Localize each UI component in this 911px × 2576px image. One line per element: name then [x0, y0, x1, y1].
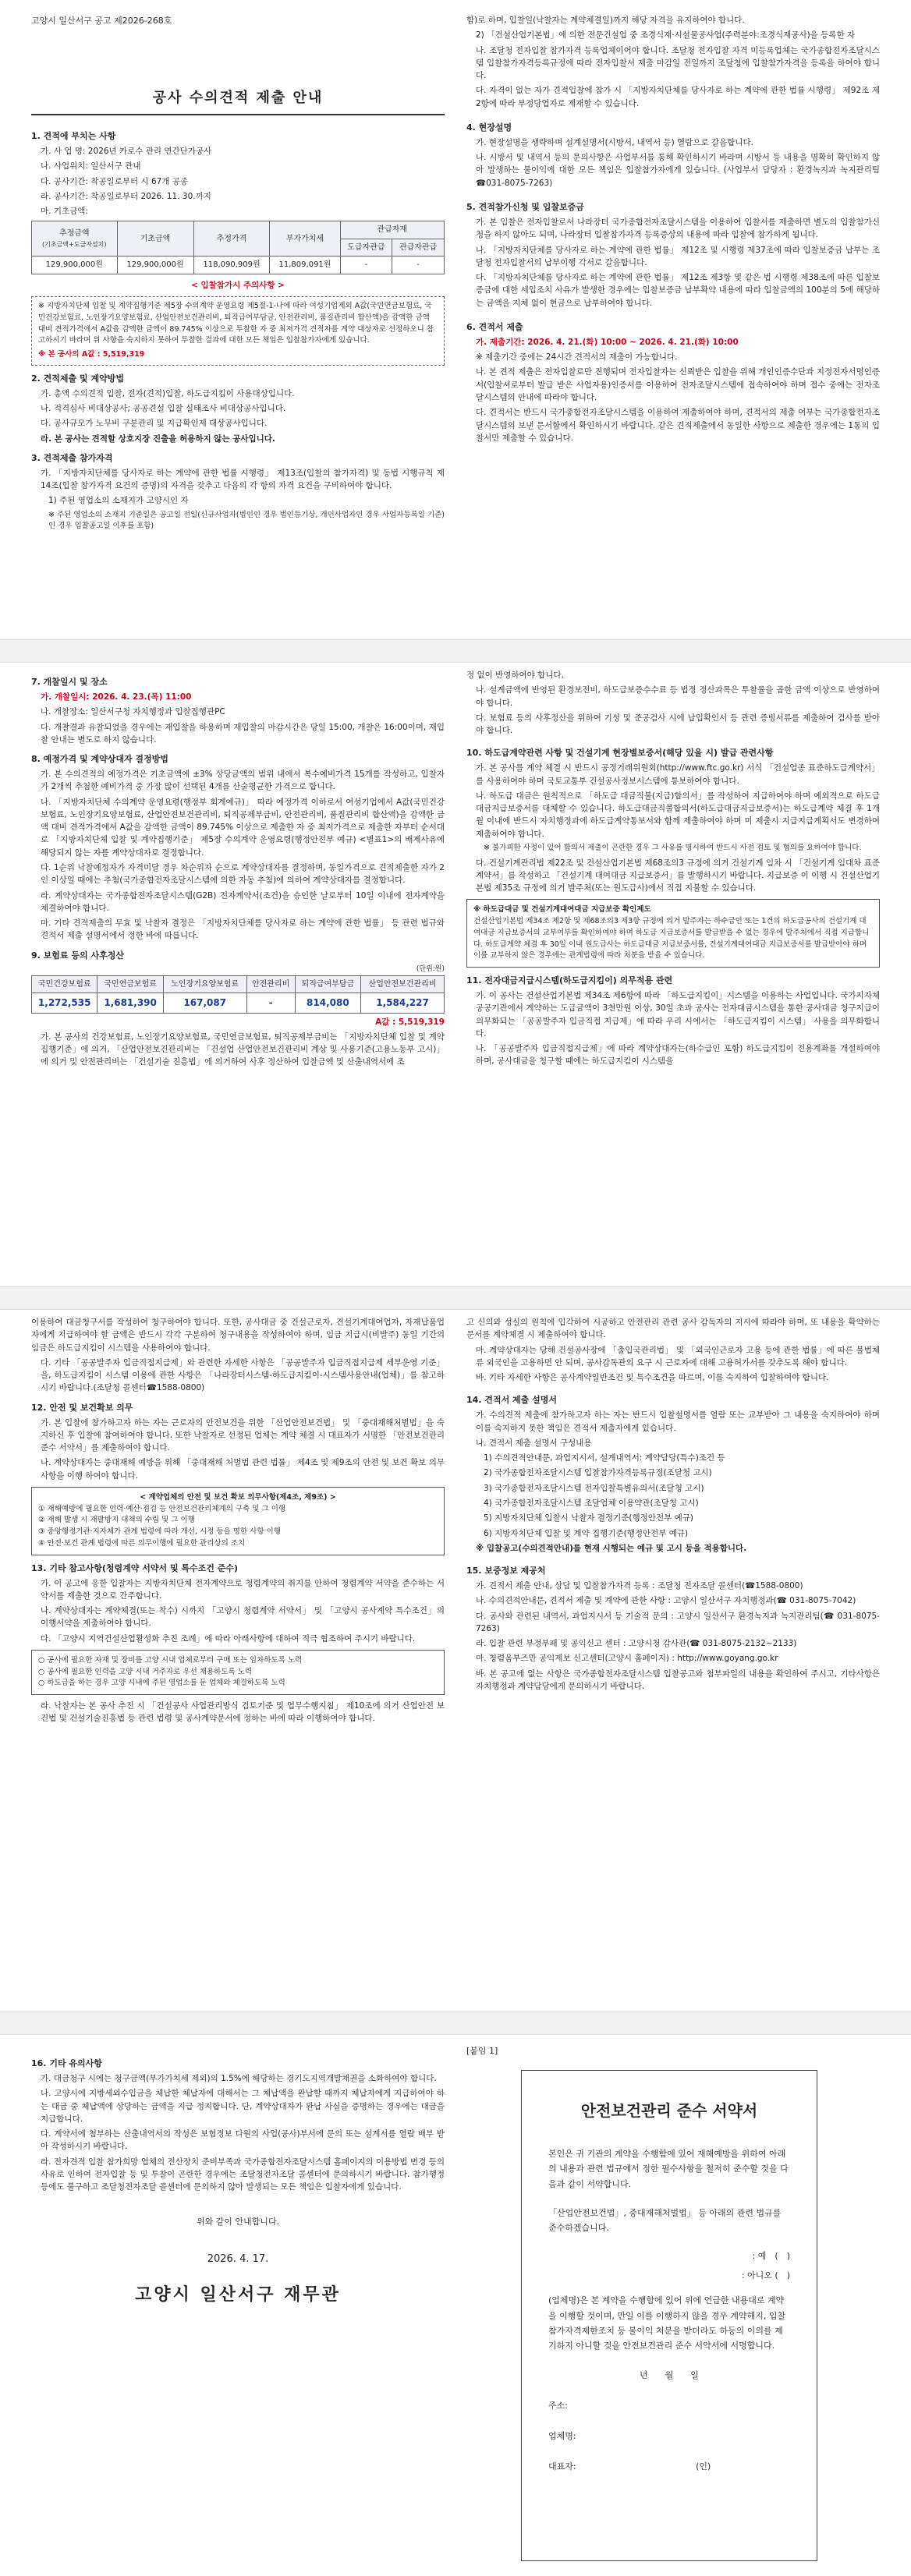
base-amount-table	[31, 221, 445, 274]
s15-item: 라. 입찰 관련 부정부패 및 공익신고 센터 : 고양시청 감사관(☎ 031-8075-2132~2133)	[476, 1639, 797, 1649]
cell-base: 129,900,000원	[117, 257, 193, 274]
s4-item: 나. 시방서 및 내역서 등의 문의사항은 사업부서를 통해 확인하시기 바라며 시방서 등 내용을 명확히 확인하지 않아 발생하는 불이익에 대한 모든 책임은 입찰참가자에게 있습니다. (사업부서 담당자 : 환경녹지과 녹지관리팀 ☎031-8075-7263)	[476, 153, 880, 188]
section-5-heading: 5. 견적참가신청 및 입찰보증금	[466, 201, 584, 212]
attachment-label: [붙임 1]	[466, 2046, 498, 2056]
th-ins: 국민연금보험료	[97, 975, 163, 993]
closing-text: 위와 같이 안내합니다.	[196, 2217, 280, 2227]
s12-text2: 나. 계약상대자는 중대재해 예방을 위해 「중대재해 처벌법 관련 법률」 제4조 및 제9조의 안전 및 보건 확보 의무사항을 이행 하여야 합니다.	[41, 1458, 445, 1481]
sign-date-line: 년 월 일	[640, 2370, 699, 2381]
s6-item: 다. 견적서는 반드시 국가종합전자조달시스템을 이용하여 제출하여야 하며, 견적서의 제출 여부는 국가종합전자조달시스템의 보낸 문서함에서 확인하시기 바랍니다. 같은 견적제출에서 동일한 사항으로 제출한 경우에는 1통의 입찰서만 제출할 수 있습니다.	[476, 408, 880, 443]
section-15-heading: 15. 보증정보 제공처	[466, 1566, 546, 1576]
section-6-heading: 6. 견적서 제출	[466, 321, 523, 332]
seal-mark: (인)	[696, 2461, 711, 2472]
safety-item: ④ 안전·보건 관계 법령에 따른 의무이행에 필요한 관리상의 조치	[38, 1538, 246, 1548]
th-gwan-b: 관급자관급	[392, 239, 445, 257]
document-number: 고양시 일산서구 공고 제2026-268호	[31, 16, 172, 26]
s14-item: 1) 수의견적안내문, 과업지시서, 설계내역서: 계약담당(특수)조건 등	[484, 1453, 725, 1463]
section-2-heading: 2. 견적제출 및 계약방법	[31, 373, 124, 384]
cell-vat: 11,809,091원	[270, 257, 340, 274]
s16-item: 라. 전자견적 입찰 참가희망 업체의 전산장치 준비부족과 국가종합전자조달시스템 홈페이지의 이용방법 변경 등의 사유로 인하여 전자입찰 등 및 투찰이 곤란한 경우에는 조달청전자조달 콜센터에 문의하시기 바랍니다. 참가행정 등에도 불구하고 조달청전자조달 콜센터에 문의하지 않아 발생되는 모든 책임은 입찰자에게 있습니다.	[41, 2157, 445, 2192]
s1-item: 마. 기초금액:	[41, 207, 88, 217]
s7-item: 가. 개찰일시: 2026. 4. 23.(목) 11:00	[41, 692, 192, 702]
r-item: 마. 계약상대자는 당해 건설공사장에 「출입국관리법」 및 「외국인근로자 고용 등에 관한 법률」에 따른 불법체류 외국인을 고용하면 안 되며, 공사감독관의 요구 시 근로자에 대해 고용허가서를 갖추도록 해야 합니다.	[476, 1345, 880, 1368]
s14-item: 가. 수의견적 제출에 참가하고자 하는 자는 반드시 입찰설명서를 열람 또는 교부받아 그 내용을 숙지하여야 하며 이를 숙지하지 못한 책임은 견적서 제출자에게 있습니다.	[476, 1410, 880, 1433]
s15-item: 다. 공사와 관련된 내역서, 과업지시서 등 기술적 문의 : 고양시 일산서구 환경녹지과 녹지관리팀(☎ 031-8075-7263)	[476, 1611, 880, 1633]
section-9-heading: 9. 보험료 등의 사후정산	[31, 950, 124, 961]
section-4-heading: 4. 현장설명	[466, 122, 512, 133]
cell-total: 129,900,000원	[32, 257, 118, 274]
page2-left-column	[31, 669, 445, 1071]
page-3	[0, 1310, 911, 2012]
pledge-paragraph: 본인은 귀 기관의 계약을 수행함에 있어 재해예방을 위하여 아래의 내용과 관련 법규에서 정한 필수사항을 철저히 준수할 것을 다음과 같이 서약합니다.	[548, 2149, 789, 2189]
th-vat: 부가가치세	[270, 221, 340, 257]
cell-gwan-b: -	[392, 257, 445, 274]
section-10-heading: 10. 하도급계약관련 사항 및 건설기계 현장별보증서(해당 있을 시) 발급 관련사항	[466, 748, 774, 759]
th-ins: 퇴직급여부담금	[295, 975, 360, 993]
s9-text: 가. 본 공사의 건강보험료, 노인장기요양보험료, 국민연금보험료, 퇴직공제부금비는 「지방자치단체 입찰 및 계약집행기준」에 의거, 「산업안전보건관리비는 「건설업 산업안전보건관리비 계상 및 사용기준(고용노동부 고시)」에 의거 및 안전관리비는 「건설기술 진흥법」에 의거하여 사후 정산하여 입찰금액 및 산출내역서에 조	[41, 1031, 445, 1067]
s7-item: 나. 개찰장소: 일산서구청 자치행정과 입찰집행관PC	[41, 707, 225, 717]
safety-item: ① 재해예방에 필요한 인력·예산·점검 등 안전보건관리체계의 구축 및 그 이행	[38, 1504, 286, 1513]
s11-item: 나. 「공공발주자 입금직접지급제」에 따라 계약상대자는(하수급인 포함) 하도급지킴이 전용계좌를 개설하여야 하며, 공사대금을 청구할 때에는 하도급지킴이 시스템을	[476, 1044, 880, 1067]
th-ins: 안전관리비	[246, 975, 295, 993]
cell-ins: 167,087	[163, 993, 246, 1014]
s2-item: 가. 총액 수의견적 입찰, 전자(견적)입찰, 하도급지킴이 사용대상입니다.	[41, 388, 295, 398]
r-item: 다. 자격이 없는 자가 견적입찰에 참가 시 「지방자치단체를 당사자로 하는 계약에 관한 법률 시행령」 제92조 제2항에 따라 부정당업자로 제재할 수 있습니다.	[476, 86, 880, 108]
table2-a-value: A값 : 5,519,319	[375, 1017, 445, 1027]
field-rep-label: 대표자:	[548, 2461, 576, 2472]
s14-item: 6) 지방자치단체 입찰 및 계약 집행기준(행정안전부 예규)	[484, 1528, 689, 1538]
s13-item: 나. 계약상대자는 계약체결(또는 착수) 시까지 「고양시 청렴계약 서약서」 및 「고양시 공사계약 특수조건」의 이행서약을 제출하여야 합니다.	[41, 1606, 445, 1629]
s3-text: 가. 「지방자치단체를 당사자로 하는 계약에 관한 법률 시행령」 제13조(입찰의 참가자격) 및 동법 시행규칙 제14조(입찰 참가자격 요건의 증명)의 자격을 갖추고 다음의 각 항의 자격 요건을 구비하여야 합니다.	[41, 468, 445, 491]
s10-item: 가. 본 공사를 계약 체결 시 반드시 공정거래위원회(http://www.ftc.go.kr) 서식 「건설업종 표준하도급계약서」를 사용하여야 하며 국토교통부 건설공사정보시스템에 통보하여야 합니다.	[476, 763, 880, 786]
s16-item: 가. 대금청구 시에는 청구금액(부가가치세 제외)의 1.5%에 해당하는 경기도지역개발채권을 소화하여야 합니다.	[41, 2074, 437, 2084]
s1-item: 나. 사업위치: 일산서구 관내	[41, 161, 141, 172]
s1-item: 가. 사 업 명: 2026년 카로수 관리 연간단가공사	[41, 147, 212, 157]
page3-right-column	[466, 1316, 880, 1695]
checkbox-no[interactable]: : 아니오 ( )	[741, 2270, 790, 2281]
page-2	[0, 663, 911, 1286]
s14-item: 나. 견적서 제출 설명서 구성내용	[476, 1438, 592, 1448]
cell-ins: 1,584,227	[361, 993, 445, 1014]
s7-item: 다. 개찰결과 유찰되었을 경우에는 재입찰을 하용하며 재입찰의 마감시간은 당일 15:00, 개찰은 16:00이며, 재입찰 안내는 별도로 하지 않습니다.	[41, 722, 445, 745]
s5-item: 나. 「지방자치단체를 당사자로 하는 계약에 관한 법률」 제12조 및 시행령 제37조에 따라 입찰보증금 납부는 조달청 전자입찰서의 납부이행 각서로 갈음합니다.	[476, 245, 880, 267]
s1-item: 라. 공사기간: 착공일로부터 2026. 11. 30.까지	[41, 191, 211, 201]
section-7-heading: 7. 개찰일시 및 장소	[31, 677, 108, 687]
s2-item: 라. 본 공사는 견적할 상호지장 진출을 허용하지 않는 공사입니다.	[41, 433, 275, 444]
s13-item: 다. 「고양시 지역건설산업활성화 추진 조례」에 따라 아래사항에 대하여 적극 협조하여 주시기 바랍니다.	[41, 1633, 416, 1644]
r-top: 고 신의와 성실의 원칙에 입각하여 시공하고 안전관리 관련 공사 감독자의 지시에 따라야 하며, 또 내용을 확약하는 문서를 계약체결 시 제출하여야 합니다.	[466, 1318, 880, 1340]
page2-right-column	[466, 669, 880, 1070]
page-4	[0, 2035, 911, 2576]
s8-item: 가. 본 수의견적의 예정가격은 기초금액에 ±3% 상당금액의 범위 내에서 복수예비가격 15개를 작성하고, 입찰자가 2개씩 추첨한 예비가격 중 가장 많이 선택된 4개를 산술평균한 가격으로 합니다.	[41, 770, 445, 792]
safety-box-title: < 계약업체의 안전 및 보건 확보 의무사항(제4조, 제9조) >	[140, 1492, 336, 1502]
cell-est: 118,090,909원	[193, 257, 270, 274]
notice-box	[31, 296, 445, 366]
section-16-heading: 16. 기타 유의사항	[31, 2058, 102, 2068]
s12-text: 가. 본 입찰에 참가하고자 하는 자는 근로자의 안전보건을 위한 「산업안전보건법」 및 「중대재해처벌법」을 숙지하신 후 입찰에 참여하여야 합니다. 또한 낙찰자로 선정된 업체는 계약 체결 시 대표자가 서명한 「안전보건관리 준수 서약서」를 제출하여야 합니다.	[41, 1417, 445, 1453]
section-11-heading: 11. 전자대금지급시스템(하도급지킴이) 의무적용 관련	[466, 975, 673, 986]
section-8-heading: 8. 예정가격 및 계약상대자 결정방법	[31, 754, 168, 765]
s14-item: 3) 국가종합전자조달시스템 전자입찰특별유의서(조달청 고시)	[484, 1483, 704, 1493]
cell-ins: 1,681,390	[97, 993, 163, 1014]
pledge-title: 안전보건관리 준수 서약서	[580, 2101, 758, 2120]
r-top2: 2) 「건설산업기본법」에 의한 전문건설업 중 조경식재·시설물공사업(주력분야:조경식재공사)을 등록한 자	[476, 30, 856, 41]
s14-item: 4) 국가종합전자조달시스템 조달업체 이용약관(조달청 고시)	[484, 1498, 699, 1508]
guarantee-box-text: 건설산업기본법 제34조 제2항 및 제68조의3 제3항 규정에 의거 발주자는 하수급인 또는 1건의 하도급공사의 건설기계 대여대금 지급보증서의 교부여부를 확인하여야 하며 하도급 지급보증서를 발급받을 수 없는 경우에 발주처에서 직접 지급합니다. 하도급계약 체결 후 30일 이내 원도급사는 하도급대금 지급보증서를, 건설기계대여대금 지급보증서를 발급받아야 하며 이를 교부하지 않은 경우에는 관계법령에 따라 처분을 받을 수 있습니다.	[473, 917, 870, 961]
r-item: 나. 설계금액에 반영된 환경보전비, 하도급보증수수료 등 법정 정산과목은 투찰률을 곱한 금액 이상으로 반영하여야 합니다.	[476, 685, 880, 708]
section-3-heading: 3. 견적제출 참가자격	[31, 452, 113, 463]
s2-item: 다. 공사규모가 노무비 구분관리 및 지급확인제 대상공사입니다.	[41, 419, 268, 429]
title-underline	[31, 114, 445, 115]
section-1-heading: 1. 견적에 부치는 사항	[31, 131, 116, 141]
cell-ins: -	[246, 993, 295, 1014]
s6-item: ※ 제출기간 중에는 24시간 견적서의 제출이 가능합니다.	[476, 352, 678, 363]
pledge-paragraph: 「산업안전보건법」, 중대재해처벌법」 등 아래의 관련 법규를 준수하겠습니다.	[548, 2207, 782, 2233]
th-ins: 산업안전보건관리비	[361, 975, 445, 993]
notice-heading: < 입찰참가시 주의사항 >	[191, 280, 285, 290]
page1-left-column	[31, 123, 445, 535]
notice-a-value: ※ 본 공사의 A값 : 5,519,319	[38, 350, 145, 359]
issuing-organization: 고양시 일산서구 재무관	[135, 2284, 341, 2305]
s5-item: 다. 「지방자치단체를 당사자로 하는 계약에 관한 법률」 제12조 제3항 및 같은 법 시행령 제38조에 따른 입찰보증금에 대한 세입조치 사유가 발생한 경우에는 입찰보증금 납부확약 내용에 따라 입찰금액의 100분의 5에 해당하는 금액을 지체 없이 현금으로 납부하여야 합니다.	[476, 273, 880, 308]
l-top: 이용하여 대금청구서를 작성하여 청구하여야 합니다. 또한, 공사대금 중 건설근로자, 건설기계대여업자, 자재납품업자에게 지급하여야 할 금액은 반드시 각각 구분하여 청구내용을 작성하여야 하며, 임금 지급시(비발주) 동일 기간의 임금은 하도급지킴이 시스템을 사용하여야 합니다.	[31, 1318, 445, 1353]
r-top: 함)로 하며, 입찰일(낙찰자는 계약체결일)까지 해당 자격을 유지하여야 합니다.	[466, 16, 745, 25]
r-top: 정 없이 반영하여야 합니다.	[466, 671, 564, 680]
notice-text: ※ 지방자치단체 입찰 및 계약집행기준 제5장 수의계약 운영요령 제5절-1-나에 따라 여성기업제외 A값(국민연금보험료, 국민건강보험료, 노인장기요양보험료, 산업안전보건관리비, 퇴직급여부담금, 안전관리비, 품질관리비 합산액)을 감액한 금액 대비 견적가격에서 A값을 감액한 금액이 89.745% 이상으로 투찰한 자 중 최저가격 견적자를 계약 대상자로 선정하오니 참고하시기 바라며 위 사항을 숙지하지 못하여 투찰한 결과에 대한 모든 책임은 입찰참가자에게 있습니다.	[38, 302, 434, 345]
l-item2: 라. 낙찰자는 본 공사 추진 시 「건설공사 사업관리방식 검토기준 및 업무수행지침」 제10조에 의거 산업안전 보건법 및 건설기술진흥법 등 관련 법령 및 공사계약문서에 정하는 바에 따라 이행하여야 합니다.	[41, 1701, 445, 1724]
l-item: 다. 기타 「공공발주자 입금직접지급제」와 관련한 자세한 사항은 「공공발주자 입금직접지급제 세부운영 기준」을, 하도급지킴이 시스템 이용에 관한 사항은 「나라장터시스템-하도급지킴이-시스템사용안내(업체)」를 참고하시기 바랍니다.(조달청 콜센터☎1588-0800)	[41, 1357, 445, 1393]
s1-item: 다. 공사기간: 착공일로부터 시 67개 공종	[41, 176, 189, 186]
s16-item: 다. 계약서에 첨부하는 산출내역서의 작성은 보험정보 다원의 사업(공사)부서에 문의 또는 설계서를 열람 배부 받아 작성하시기 바랍니다.	[41, 2129, 445, 2152]
s10-item: 다. 건설기계관리법 제22조 및 건설산업기본법 제68조의3 규정에 의거 건설기계 임차 시 「건설기계 임대차 표준계약서」를 작성하고 「건설기계 대여대금 지급보증서」를 발행하시기 바랍니다. 지급보증 이 이행 시 건설산업기본법 제35조 규정에 의거 발주처(또는 원도급사)에서 직접 지불할 수 있습니다.	[476, 858, 880, 893]
s14-item: ※ 입찰공고(수의견적안내)를 현재 시행되는 예규 및 고시 등을 적용합니다.	[476, 1543, 747, 1553]
cell-gwan-a: -	[340, 257, 392, 274]
issue-date: 2026. 4. 17.	[207, 2253, 269, 2266]
s8-item: 나. 「지방자치단체 수의계약 운영요령(행정부 회계예규)」 따라 예정가격 이하로서 여성기업에서 A값(국민건강보험료, 노인장기요양보험료, 산업안전보건관리비, 퇴직공제부금비, 안전관리비, 품질관리비 합산액)을 감액한 금액 대비 견적가격에서 A값을 감액한 금액이 89.745% 이상으로 제출한 자 중 최저가격으로 제출한 자부터 순서대로 「지방자치단체 입찰 및 계약집행기준」 제5장 수의계약 운영요령(행정안전부 예규) <별표1>의 배제사유에 해당되지 않는 자를 계약상대자로 결정합니다.	[41, 797, 445, 858]
guarantee-box-title: ※ 하도급대금 및 건설기계대여대금 지급보증 확인제도	[473, 905, 651, 915]
s10-item: 나. 하도급 대금은 원칙적으로 「하도급 대금직불(지급)합의서」를 작성하여 지급하여야 하며 예외적으로 하도급대금지급보증서를 대체할 수 있습니다. 하도급대금직불합의서(하도급대금지급보증서)는 하도급계약 체결 후 1개월 이내에 반드시 자치행정과에 하도급계약통보서와 함께 제출하여야 하며 미 제출시 지급지급계획서도 변경하여 제출하여야 합니다.	[476, 791, 880, 839]
th-gwan-a: 도급자관급	[340, 239, 392, 257]
page-separator	[0, 639, 911, 663]
s10-item: ※ 불가피한 사정이 있어 합의서 제출이 곤란한 경우 그 사유를 명시하여 반드시 사전 검토 및 협의를 요하여야 합니다.	[484, 843, 862, 852]
page-separator	[0, 2012, 911, 2035]
page-separator	[0, 1286, 911, 1310]
field-company: 업체명:	[548, 2431, 576, 2442]
document-title: 공사 수의견적 제출 안내	[152, 90, 324, 106]
s6-item: 나. 본 견적 제출은 전자입찰로만 진행되며 전자입찰자는 신뢰받은 입찰을 위해 개인인증수단과 지정전자서명인증서(입찰서로부터 발급 받은 사업자용)인증서를 이용하여 전자조달시스템에 접속하여야 하며 접수 중에는 전자조달시스템의 안내에 따라야 합니다.	[476, 367, 880, 402]
s8-item: 라. 계약상대자는 국가종합전자조달시스템(G2B) 전자계약서(조건)을 승인한 날로부터 10일 이내에 전자계약을 체결하여야 합니다.	[41, 890, 445, 913]
s6-item: 가. 제출기간: 2026. 4. 21.(화) 10:00 ~ 2026. 4. 21.(화) 10:00	[476, 337, 739, 347]
cell-ins: 1,272,535	[32, 993, 97, 1014]
table2-unit: (단위:원)	[416, 964, 445, 973]
s3-note: ※ 주된 영업소의 소재지 기준일은 공고일 전일(신규사업자(법인인 경우 법인등기상, 개인사업자인 경우 사업자등록일 기준)인 경우 입찰공고일 이후를 포함)	[48, 510, 445, 531]
s15-item: 마. 청렴옴부즈만 공익제보 신고센터(고양시 홈페이지) : http://www.goyang.go.kr	[476, 1654, 778, 1664]
th-est: 추정가격	[193, 221, 270, 257]
th-base: 기초금액	[117, 221, 193, 257]
s11-item: 가. 이 공사는 건설산업기본법 제34조 제6항에 따라 「하도급지킴이」시스템을 이용하는 사업입니다. 국가지자체공공기관에서 계약하는 도급금액이 3천만원 이상, 30일 초과 공사는 전자대금시스템을 통한 공사대금 청구지급이 의무화되는 「공공발주자 입금직접 지급제」에 따라 우리 시에서는 「하도급지킴이 시스템」 사용을 의무화합니다.	[476, 991, 880, 1039]
section-14-heading: 14. 견적서 제출 설명서	[466, 1395, 557, 1406]
s15-item: 가. 견적서 제출 안내, 상담 및 입찰참가자격 등록 : 조달청 전자조달 콜센터(☎1588-0800)	[476, 1581, 803, 1591]
s16-item: 나. 고양시에 지방세외수입금을 체납한 체납자에 대해서는 그 체납액을 완납할 때까지 체납자에게 지급하여야 하는 대금 중 체납액에 상당하는 금액을 지급 정지합니다. 단, 계약상대자가 완납 사실을 증명하는 경우에는 대금을 지급합니다.	[41, 2089, 445, 2124]
safety-item: ③ 중앙행정기관·지자체가 관계 법령에 따라 개선, 시정 등을 명한 사항 이행	[38, 1527, 281, 1537]
section-13-heading: 13. 기타 참고사항(청렴계약 서약서 및 특수조건 준수)	[31, 1562, 239, 1573]
page3-left-column	[31, 1316, 445, 1728]
s14-item: 5) 지방자치단체 입찰시 낙찰자 결정기준(행정안전부 예규)	[484, 1513, 693, 1523]
page1-right-column	[466, 14, 880, 447]
r-item: 바. 기타 자세한 사항은 공사계약일반조건 및 특수조건을 따르며, 이를 숙지하여 입찰하여야 합니다.	[476, 1373, 829, 1383]
s4-item: 가. 현장설명을 생략하며 설계설명서(시방서, 내역서 등) 열람으로 갈음합니다.	[476, 137, 754, 147]
th-ins: 노인장기요양보험료	[163, 975, 246, 993]
s15-item: 바. 본 공고에 없는 사항은 국가종합전자조달시스템 입찰공고와 첨부파일의 내용을 확인하여 주시고, 기타사항은 자치행정과 계약담당에게 문의하시기 바랍니다.	[476, 1668, 880, 1691]
section-12-heading: 12. 안전 및 보건확보 의무	[31, 1402, 133, 1413]
s2-item: 나. 적격심사 비대상공사; 공공견설 입찰 실태조사 비대상공사입니다.	[41, 404, 286, 414]
insurance-table	[31, 975, 445, 1014]
th-total: 추정금액 (기초금액+도급자설치)	[32, 221, 118, 257]
s3-sub: 1) 주된 영업소의 소재지가 고양시인 자	[48, 496, 189, 506]
s14-item: 2) 국가종합전자조달시스템 입찰참가자격등록규정(조달청 고시)	[484, 1468, 712, 1478]
safety-box	[31, 1487, 445, 1555]
checkbox-yes[interactable]: : 예 ( )	[752, 2251, 790, 2262]
local-industry-box: ○ 공사에 필요한 자재 및 장비를 고양 시내 업체로부터 구매 또는 임차하도록 노력 ○ 공사에 필요한 인력을 고양 시내 거주자로 우선 채용하도록 노력 ○ 하도급을 하는 경우 고양 시내에 주된 영업소를 둔 업체와 체결하도록 노력	[31, 1650, 445, 1695]
s8-item: 다. 1순위 낙찰예정자가 자격미달 경우 차순위자 순으로 계약상대자를 결정하며, 동일가격으로 견적제출한 자가 2인 이상일 때에는 추첨(국가종합전자조달시스템에 의한 자동 추첨)에 의하여 계약상대자를 결정합니다.	[41, 863, 445, 886]
field-representative	[548, 2460, 790, 2473]
field-address: 주소:	[548, 2401, 568, 2411]
pledge-paragraph: (업체명)은 본 계약을 수행함에 있어 위에 언급한 내용대로 계약을 이행할 것이며, 만일 이를 이행하지 않을 경우 계약해지, 입찰참가자격제한조치 등 불이익 처분을 받더라도 하등의 이의를 제기하지 아니할 것을 안전보건관리 준수 서약서에 서명합니다.	[548, 2295, 786, 2351]
th-gwan: 관급자재	[340, 221, 445, 239]
guarantee-box	[466, 899, 880, 968]
s13-item: 가. 이 공고에 응한 입찰자는 지방자치단체 전자계약으로 청렴계약의 취지를 안하여 청렴계약 서약을 준수하는 서약서를 제출한 것으로 간주합니다.	[41, 1578, 445, 1601]
safety-item: ② 재해 발생 시 재발방지 대책의 수립 및 그 이행	[38, 1516, 195, 1525]
r-item: 나. 조달청 전자입찰 참가자격 등록업체이어야 합니다. 조달청 전자입찰 자격 미등록업체는 국가종합전자조달시스템 입찰참가자격등록규정에 따라 전자입찰서 제출 마감일 전일까지 조달청에 입찰참가자격을 등록을 하여야 합니다.	[476, 45, 880, 81]
cell-ins: 814,080	[295, 993, 360, 1014]
s15-item: 나. 수의견적안내문, 견적서 제출 및 계약에 관한 사항 : 고양시 일산서구 자치행정과(☎ 031-8075-7042)	[476, 1596, 856, 1606]
safety-pledge-form	[521, 2070, 817, 2561]
r-item: 다. 보험료 등의 사후정산을 위하여 기성 및 준공검사 시에 납입확인서 등 관련 증빙서류를 제출하여 검사를 받아야 합니다.	[476, 713, 880, 736]
s8-item: 마. 기타 견적제출의 무효 및 낙찰자 결정은 「지방자치단체를 당사자로 하는 계약에 관한 법률」 등 관련 법규와 견적서 제출 설명서에서 정한 바에 따릅니다.	[41, 918, 445, 941]
page-1	[0, 0, 911, 639]
s5-item: 가. 본 입찰은 전자입찰로서 나라장터 국가종합전자조달시스템을 이용하여 입찰서를 제출하면 별도의 입찰참가신청을 하지 않아도 되며, 나라장터 입찰참가자격 등록증상의 내용에 따라 입찰에 참가하게 됩니다.	[476, 218, 880, 240]
page4-left-column	[31, 2051, 445, 2309]
th-ins: 국민건강보험료	[32, 975, 97, 993]
